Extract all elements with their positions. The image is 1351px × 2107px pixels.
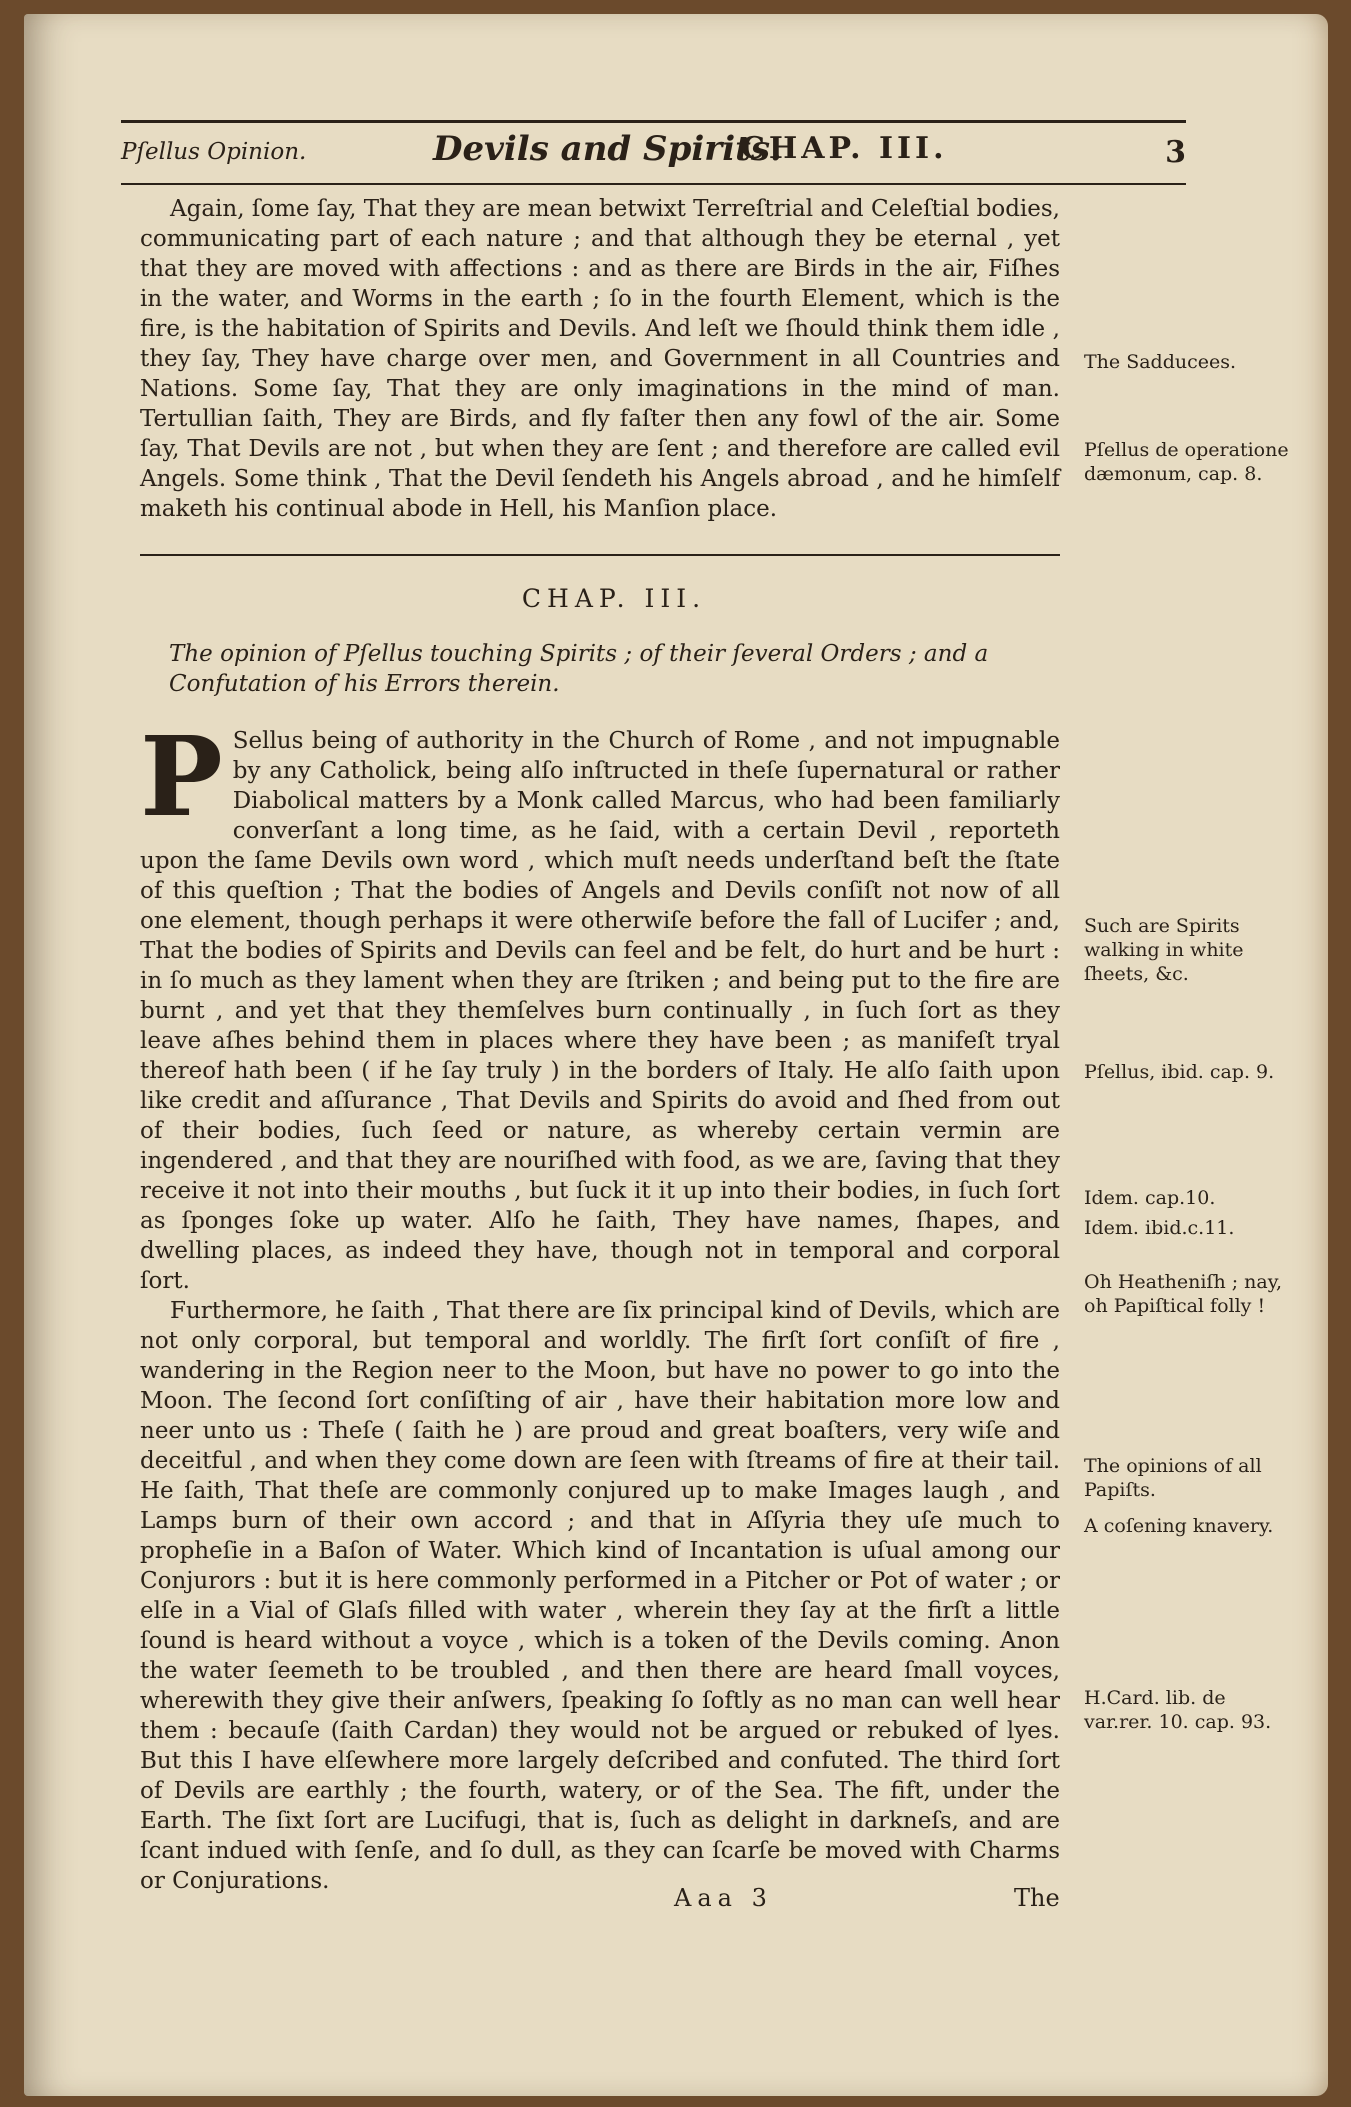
book-page bbox=[24, 14, 1328, 2096]
margin-note: Idem. ibid.c.11. bbox=[1084, 1217, 1235, 1239]
margin-note: H.Card. lib. de var.rer. 10. cap. 93. bbox=[1084, 1687, 1272, 1733]
margin-note: The Sadducees. bbox=[1084, 351, 1237, 373]
margin-note: Pſellus, ibid. cap. 9. bbox=[1084, 1061, 1275, 1083]
paragraph-1 bbox=[140, 712, 1060, 1296]
chapter-summary: The opinion of Pſellus touching Spirits ; of their ſeveral Orders ; and a Confutation of his Errors therein. bbox=[169, 641, 989, 697]
paragraph-2: Furthermore, he ſaith , That there are ſix principal kind of Devils, which are not only corporal, but temporal and worldly. The firſt ſort conſiſt of fire , wandering in the Region neer to the Moon, but have no power to go into the Moon. The ſecond ſort conſiſting of air , have their habitation more low and neer unto us : Theſe ( ſaith he ) are proud and great boaſters, very wiſe and deceitful , and when they come down are ſeen with ſtreams of fire at their tail. He ſaith, That theſe are commonly conjured up to make Images laugh , and Lamps burn of their own accord ; and that in Aſſyria they uſe much to propheſie in a Baſon of Water. Which kind of Incantation is uſual among our Conjurors : but it is here commonly performed in a Pitcher or Pot of water ; or elſe in a Vial of Glaſs filled with water , wherein they ſay at the firſt a little ſound is heard without a voyce , which is a token of the Devils coming. Anon the water ſeemeth to be troubled , and then there are heard ſmall voyces, wherewith they give their anſwers, ſpeaking ſo ſoftly as no man can well hear them : becauſe (ſaith Cardan) they would not be argued or rebuked of lyes. But this I have elſewhere more largely deſcribed and confuted. The third ſort of Devils are earthly ; the fourth, watery, or of the Sea. The fift, under the Earth. The ſixt ſort are Lucifugi, that is, ſuch as delight in darkneſs, and are ſcant indued with ſenſe, and ſo dull, as they can ſcarſe be moved with Charms or Conjurations. bbox=[140, 1298, 1060, 1894]
intro-paragraph: Again, ſome ſay, That they are mean betwixt Terreſtrial and Celeſtial bodies, communicating part of each nature ; and that although they be eternal , yet that they are moved with affections : and as there are Birds in the air, Fiſhes in the water, and Worms in the earth ; ſo in the fourth Element, which is the fire, is the habitation of Spirits and Devils. And leſt we ſhould think them idle , they ſay, They have charge over men, and Government in all Countries and Nations. Some ſay, That they are only imaginations in the mind of man. Tertullian ſaith, They are Birds, and fly faſter then any fowl of the air. Some ſay, That Devils are not , but when they are ſent ; and therefore are called evil Angels. Some think , That the Devil ſendeth his Angels abroad , and he himſelf maketh his continual abode in Hell, his Manſion place. bbox=[140, 196, 1060, 522]
catchword: The bbox=[1014, 1884, 1060, 1912]
margin-note: Oh Heatheniſh ; nay, oh Papiſtical folly ! bbox=[1084, 1271, 1282, 1317]
margin-note: Pſellus de operatione dæmonum, cap. 8. bbox=[1084, 439, 1289, 485]
margin-note: The opinions of all Papiſts. bbox=[1084, 1455, 1262, 1501]
section-rule bbox=[140, 554, 1060, 556]
header-left: Pſellus Opinion. bbox=[121, 139, 307, 165]
margin-note: Such are Spirits walking in white ſheets, &c. bbox=[1084, 915, 1244, 985]
running-head bbox=[121, 120, 1186, 185]
signature-mark: Aaa 3 bbox=[674, 1884, 773, 1912]
drop-cap: P bbox=[140, 712, 223, 841]
page-number: 3 bbox=[1165, 135, 1186, 170]
header-title: Devils and Spirits. bbox=[433, 129, 782, 169]
page-footer bbox=[24, 1884, 1304, 1924]
paragraph-1-text: Sellus being of authority in the Church of Rome , and not impugnable by any Catholick, being alſo inſtructed in theſe ſupernatural or rather Diabolical matters by a Monk called Marcus, who had been familiarly converſant a long time, as he ſaid, with a certain Devil , reporteth upon the ſame Devils own word , which muſt needs underſtand beſt the ſtate of this queſtion ; That the bodies of Angels and Devils conſiſt not now of all one element, though perhaps it were otherwiſe before the fall of Lucifer ; and, That the bodies of Spirits and Devils can feel and be felt, do hurt and be hurt : in ſo much as they lament when they are ſtriken ; and being put to the fire are burnt , and yet that they themſelves burn continually , in ſuch ſort as they leave aſhes behind them in places where they have been ; as manifeſt tryal thereof hath been ( if he ſay truly ) in the borders of Italy. He alſo ſaith upon like credit and aſſurance , That Devils and Spirits do avoid and ſhed from out of their bodies, ſuch ſeed or nature, as whereby certain vermin are ingendered , and that they are nouriſhed with food, as we are, ſaving that they receive it not into their mouths , but ſuck it it up into their bodies, in ſuch ſort as ſponges ſoke up water. Alſo he ſaith, They have names, ſhapes, and dwelling places, as indeed they have, though not in temporal and corporal ſort. bbox=[140, 728, 1060, 1294]
header-chapter: CHAP. III. bbox=[741, 131, 948, 166]
intro-block bbox=[140, 194, 1060, 524]
chapter-heading: CHAP. III. bbox=[521, 584, 707, 613]
margin-note: Idem. cap.10. bbox=[1084, 1187, 1216, 1209]
margin-note: A coſening knavery. bbox=[1084, 1515, 1274, 1537]
body-text bbox=[140, 712, 1060, 1896]
